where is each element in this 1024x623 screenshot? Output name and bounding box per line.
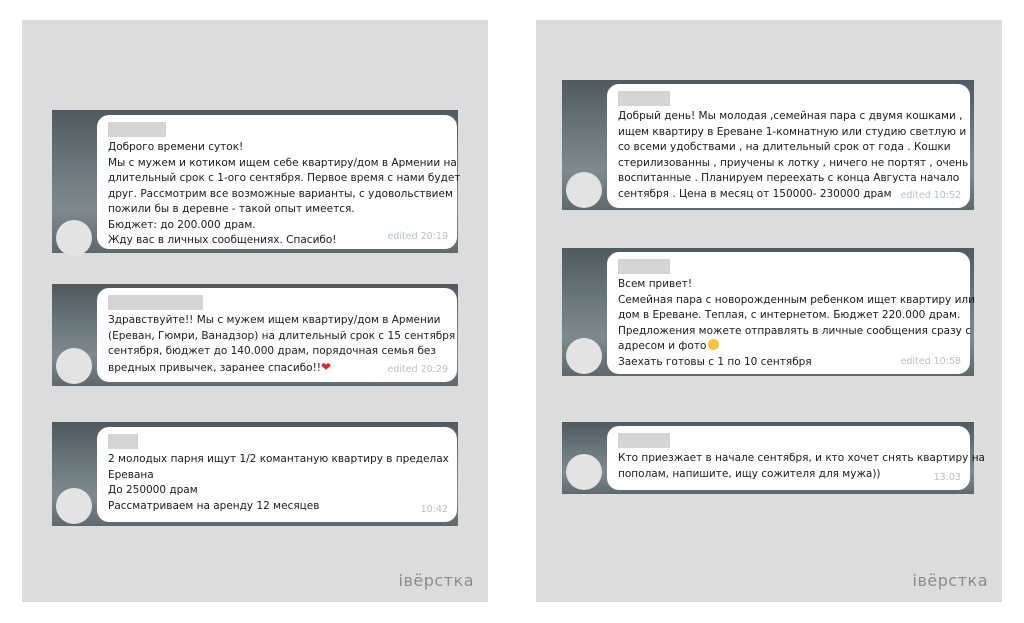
message-text-line: Доброго времени суток! (108, 141, 244, 153)
message-timestamp: 13:03 (933, 471, 961, 483)
message-bubble[interactable] (607, 84, 970, 208)
heart-emoji-icon: ❤ (321, 359, 332, 374)
redacted-sender-name (618, 91, 670, 106)
message-text-line: пополам, напишите, ищу сожителя для мужа)) (618, 467, 881, 480)
message-text: адресом и фото (618, 340, 707, 352)
message-text-line: со всеми удобствами , на длительный срок от года . Кошки (618, 141, 951, 153)
avatar[interactable] (56, 348, 92, 384)
left-screenshot-panel (22, 20, 488, 602)
message-text-line: Кто приезжает в начале сентября, и кто хочет снять квартиру на (618, 452, 985, 464)
message-text-line: пожили бы в деревне - такой опыт имеется. (108, 203, 355, 215)
message-text-line: (Ереван, Гюмри, Ванадзор) на длительный срок с 15 сентября (108, 329, 456, 342)
redacted-sender-name (108, 295, 203, 310)
message-text-line: Жду вас в личных сообщениях. Спасибо! (108, 234, 337, 246)
message-timestamp: edited 10:58 (900, 355, 961, 367)
avatar[interactable] (566, 454, 602, 490)
redacted-sender-name (618, 259, 670, 274)
smiling-face-icon (708, 339, 719, 350)
right-screenshot-panel (536, 20, 1002, 602)
avatar[interactable] (56, 220, 92, 256)
message-timestamp: edited 20:19 (387, 230, 448, 242)
message-text-line: Семейная пара с новорожденным ребенком ищет квартиру или (618, 293, 975, 306)
message-text-line: сентября . Цена в месяц от 150000- 230000 драм (618, 187, 892, 200)
message-timestamp: edited 20:29 (387, 363, 448, 375)
message-text-line: Предложения можете отправлять в личные сообщения сразу с (618, 324, 972, 337)
message-text-line: Добрый день! Мы молодая ,семейная пара с двумя кошками , (618, 110, 963, 122)
message-text-line: друг. Рассмотрим все возможные варианты, с удовольствием (108, 187, 453, 200)
message-text-line: До 250000 драм (108, 484, 198, 496)
redacted-sender-name (618, 433, 670, 448)
message-text-line: стерилизованны , приучены к лотку , ничего не портят , очень (618, 156, 969, 169)
message-text-line: Рассматриваем на аренду 12 месяцев (108, 499, 320, 512)
message-text-line: дом в Ереване. Теплая, с интернетом. Бюджет 220.000 драм. (618, 309, 961, 321)
redacted-sender-name (108, 122, 166, 137)
message-bubble[interactable] (97, 288, 457, 382)
message-text-line: воспитанные . Планируем переехать с конца Августа начало (618, 172, 960, 184)
message-text-line: ищем квартиру в Ереване 1-комнатную или студию светлую и (618, 125, 967, 138)
message-timestamp: 10:42 (420, 503, 448, 515)
avatar[interactable] (56, 488, 92, 524)
message-text-line (618, 339, 960, 355)
message-bubble[interactable] (607, 252, 975, 374)
message-text: вредных привычек, заранее спасибо!! (108, 361, 322, 374)
message-text-line: Мы с мужем и котиком ищем себе квартиру/дом в Армении на (108, 156, 457, 169)
avatar[interactable] (566, 172, 602, 208)
message-text-line: сентября, бюджет до 140.000 драм, порядочная семья без (108, 345, 436, 357)
message-text-line: 2 молодых парня ищут 1/2 комантаную квартиру в пределах (108, 453, 449, 465)
brand-watermark: iвёрстка (912, 571, 988, 590)
redacted-sender-name (108, 434, 138, 449)
message-text-line: Здравствуйте!! Мы с мужем ищем квартиру/дом в Армении (108, 314, 441, 326)
message-text-line: длительный срок с 1-ого сентября. Первое время с нами будет (108, 172, 461, 184)
message-text-line: Бюджет: до 200.000 драм. (108, 218, 256, 231)
message-bubble[interactable] (607, 426, 985, 490)
message-bubble[interactable] (97, 115, 461, 249)
avatar[interactable] (566, 338, 602, 374)
brand-watermark: iвёрстка (398, 571, 474, 590)
message-bubble[interactable] (97, 427, 457, 522)
message-text-line: Заехать готовы с 1 по 10 сентября (618, 355, 812, 368)
message-text-line: Всем привет! (618, 278, 693, 290)
message-text-line: Еревана (108, 468, 154, 481)
message-timestamp: edited 10:52 (900, 189, 961, 201)
